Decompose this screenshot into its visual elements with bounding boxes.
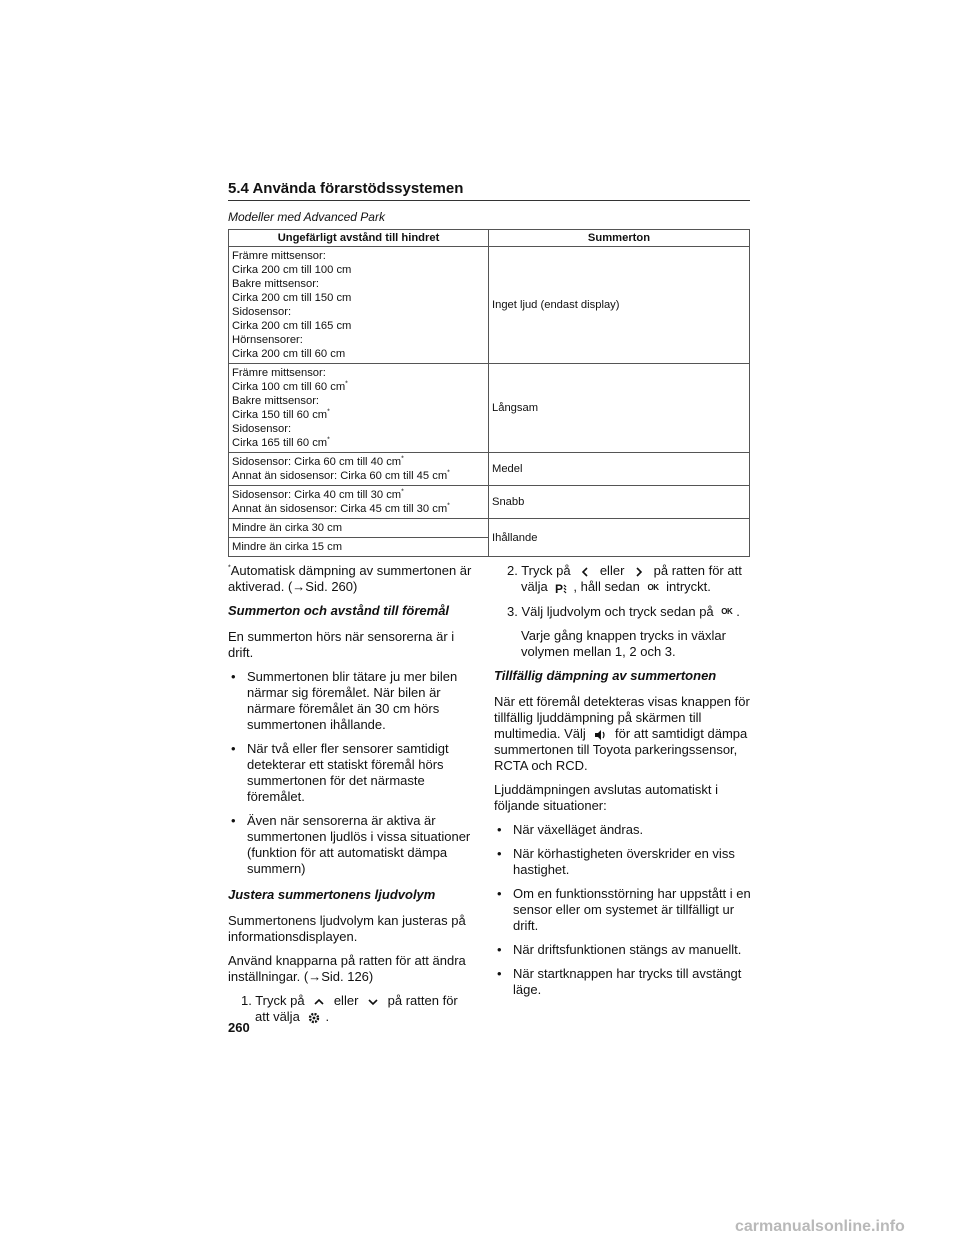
chevron-right-icon bbox=[632, 565, 646, 579]
bullet-list bbox=[228, 669, 473, 877]
paragraph: Summertonens ljudvolym kan justeras på informationsdisplayen. bbox=[228, 913, 466, 944]
page-number: 260 bbox=[228, 1020, 250, 1035]
list-item: • När körhastigheten överskrider en viss hastighet. bbox=[494, 846, 752, 878]
ok-icon: OK bbox=[647, 582, 659, 592]
paragraph: Ljuddämpningen avslutas automatiskt i följande situationer: bbox=[494, 782, 719, 814]
gear-icon bbox=[307, 1011, 321, 1025]
list-item: • Även när sensorerna är aktiva är summertonen ljudlös i vissa situationer (funktion för att automatiskt dämpa summern) bbox=[228, 813, 473, 877]
chevron-down-icon bbox=[366, 995, 380, 1009]
bullet-list bbox=[494, 822, 752, 998]
table-row bbox=[229, 519, 750, 538]
subheading-buzzer-distance: Summerton och avstånd till föremål bbox=[228, 603, 450, 618]
chevron-left-icon bbox=[578, 565, 592, 579]
buzzer-cell: Medel bbox=[489, 453, 750, 486]
header-buzzer: Summerton bbox=[489, 230, 750, 247]
list-item: • Summertonen blir tätare ju mer bilen närmar sig föremålet. När bilen är närmare föremålet än 30 cm hörs summertonen ihållande. bbox=[228, 669, 473, 733]
table-row bbox=[229, 247, 750, 364]
distance-cell: Mindre än cirka 30 cm bbox=[229, 519, 489, 538]
watermark: carmanualsonline.info bbox=[735, 1218, 905, 1235]
list-item: • När två eller fler sensorer samtidigt detekterar ett statiskt föremål hörs summertonen för det närmaste föremålet. bbox=[228, 741, 473, 805]
svg-text:P: P bbox=[555, 581, 564, 595]
distance-cell: Främre mittsensor: Cirka 100 cm till 60 cm* Bakre mittsensor: Cirka 150 till 60 cm* Sidosensor: Cirka 165 till 60 cm* bbox=[229, 364, 489, 453]
distance-cell: Sidosensor: Cirka 40 cm till 30 cm* Annat än sidosensor: Cirka 45 cm till 30 cm* bbox=[229, 486, 489, 519]
chevron-up-icon bbox=[312, 995, 326, 1009]
table-caption: Modeller med Advanced Park bbox=[228, 210, 385, 224]
distance-cell: Sidosensor: Cirka 60 cm till 40 cm* Annat än sidosensor: Cirka 60 cm till 45 cm* bbox=[229, 453, 489, 486]
buzzer-cell: Långsam bbox=[489, 364, 750, 453]
footnote: *Automatisk dämpning av summertonen är aktiverad. (→Sid. 260) bbox=[228, 563, 472, 594]
parking-sensor-icon bbox=[555, 581, 569, 595]
subheading-temp-mute: Tillfällig dämpning av summertonen bbox=[494, 668, 717, 684]
step-3: 3. Välj ljudvolym och tryck sedan på OK . bbox=[507, 603, 740, 619]
speaker-mute-icon bbox=[593, 728, 607, 742]
table-row bbox=[229, 486, 750, 519]
list-item: • När driftsfunktionen stängs av manuellt. bbox=[494, 942, 752, 958]
step-2: 2. Tryck på eller på ratten för att välja P , håll sedan OK intryckt. bbox=[507, 563, 742, 595]
left-column bbox=[228, 563, 473, 1033]
distance-cell: Mindre än cirka 15 cm bbox=[229, 538, 489, 557]
table-row bbox=[229, 453, 750, 486]
table-header-row bbox=[229, 230, 750, 247]
step-1: 1. Tryck på eller på ratten för att välja . bbox=[241, 993, 458, 1024]
list-item: • Om en funktionsstörning har uppstått i en sensor eller om systemet är tillfälligt ur drift. bbox=[494, 886, 752, 934]
subheading-volume: Justera summertonens ljudvolym bbox=[228, 887, 436, 902]
buzzer-cell: Inget ljud (endast display) bbox=[489, 247, 750, 364]
right-column bbox=[494, 563, 752, 1008]
distance-buzzer-table bbox=[228, 229, 750, 557]
section-header: 5.4 Använda förarstödssystemen bbox=[228, 180, 750, 201]
header-distance: Ungefärligt avstånd till hindret bbox=[229, 230, 489, 247]
distance-cell: Främre mittsensor: Cirka 200 cm till 100 cm Bakre mittsensor: Cirka 200 cm till 150 cm Sidosensor: Cirka 200 cm till 165 cm Hörnsensorer: Cirka 200 cm till 60 cm bbox=[229, 247, 489, 364]
buzzer-cell: Snabb bbox=[489, 486, 750, 519]
paragraph: När ett föremål detekteras visas knappen för tillfällig ljuddämpning på skärmen till multimedia. Välj för att samtidigt dämpa summertonen till Toyota parkeringssensor, RCTA och RCD. bbox=[494, 694, 750, 774]
buzzer-cell: Ihållande bbox=[489, 519, 750, 557]
step-3-note: Varje gång knappen trycks in växlar volymen mellan 1, 2 och 3. bbox=[521, 628, 726, 660]
paragraph: Använd knapparna på ratten för att ändra inställningar. (→Sid. 126) bbox=[228, 953, 466, 984]
table-row bbox=[229, 364, 750, 453]
list-item: • När startknappen har trycks till avstängt läge. bbox=[494, 966, 752, 998]
list-item: • När växelläget ändras. bbox=[494, 822, 752, 838]
ok-icon: OK bbox=[721, 607, 733, 617]
paragraph: En summerton hörs när sensorerna är i drift. bbox=[228, 629, 455, 660]
